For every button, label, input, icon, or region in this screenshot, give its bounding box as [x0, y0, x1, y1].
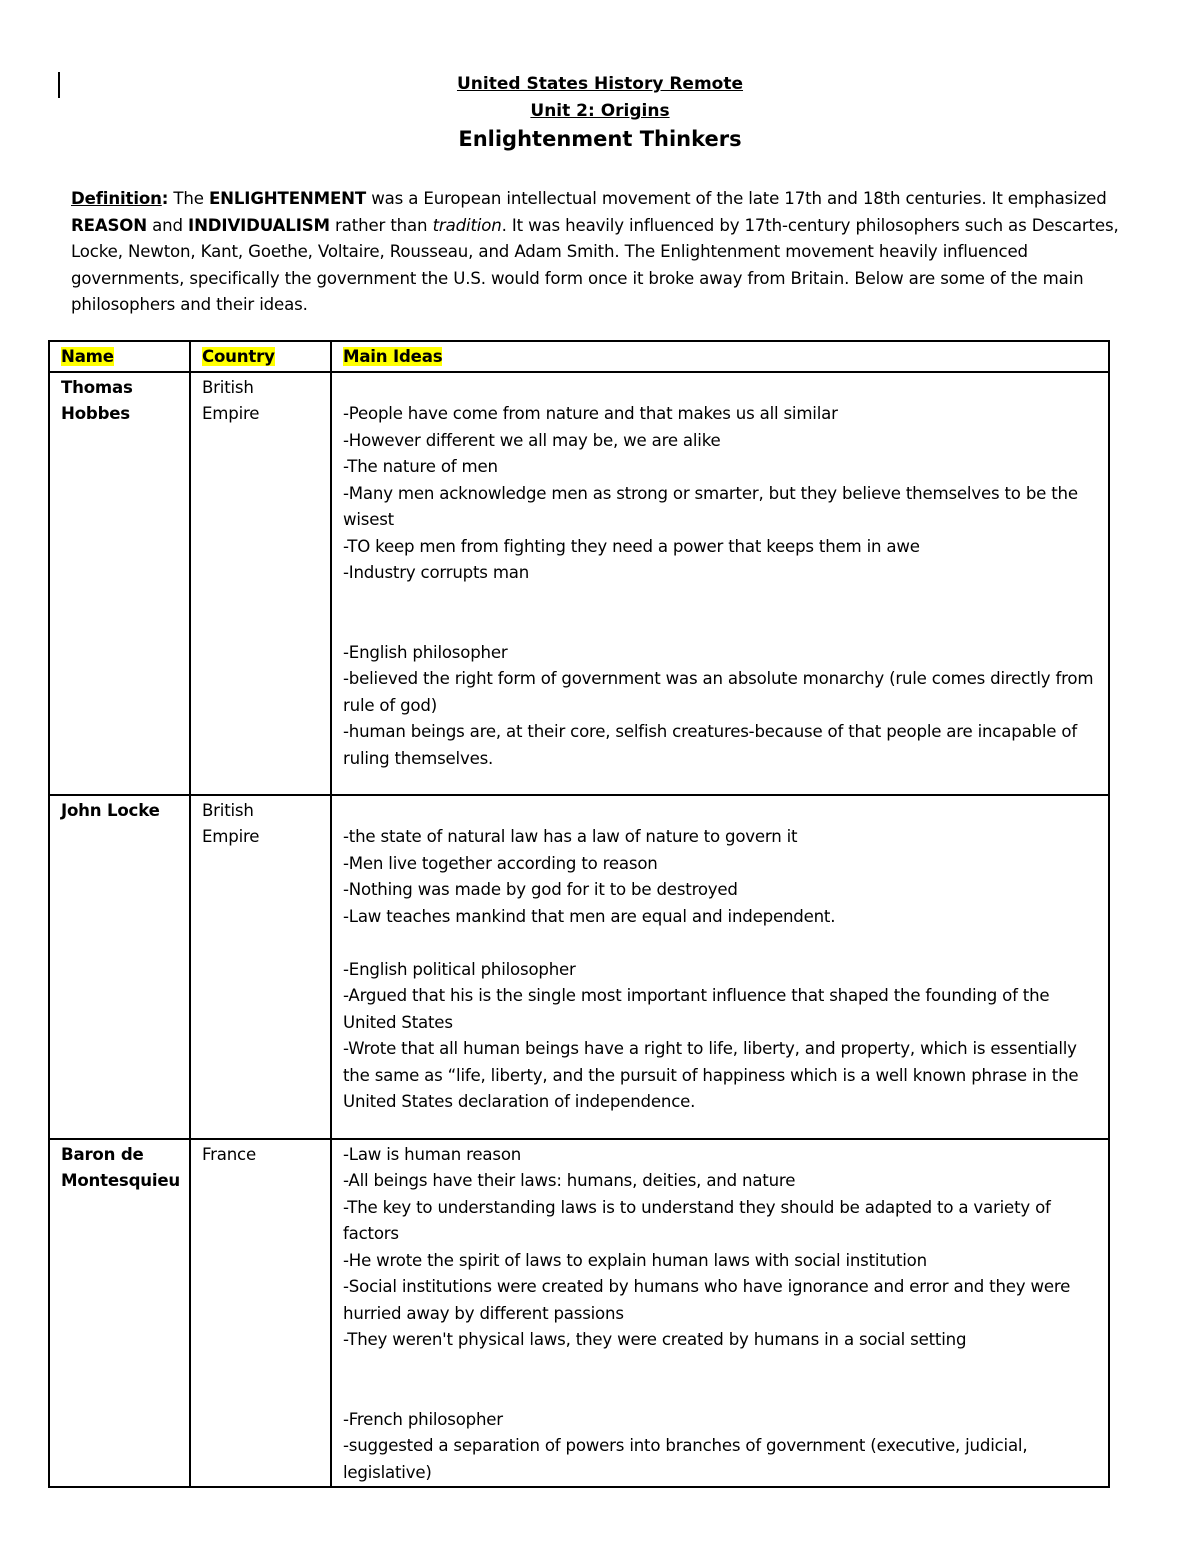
thinker-name: Thomas Hobbes: [49, 372, 190, 795]
idea-item: -Law is human reason: [343, 1144, 522, 1164]
thinker-country: British Empire: [190, 795, 331, 1139]
thinker-ideas: [331, 795, 1109, 1139]
idea-item: -English political philosopher: [343, 959, 576, 979]
table-row-locke: [49, 795, 1109, 1139]
idea-item: -Men live together according to reason: [343, 853, 658, 873]
idea-item: -French philosopher: [343, 1409, 503, 1429]
idea-item: -Nothing was made by god for it to be destroyed: [343, 880, 738, 899]
idea-item: -the state of natural law has a law of nature to govern it: [343, 827, 798, 846]
thinker-ideas: [331, 1139, 1109, 1488]
term-individualism: INDIVIDUALISM: [188, 215, 330, 235]
idea-item: -human beings are, at their core, selfish creatures-because of that people are incapable of ruling themselves.: [343, 722, 1077, 768]
definition-text: was a European intellectual movement of the late 17th and 18th centuries. It emphasized: [366, 189, 1107, 208]
header-main-ideas-label: Main Ideas: [343, 347, 443, 366]
table-header-row: [49, 341, 1109, 372]
idea-item: -suggested a separation of powers into branches of government (executive, judicial, legislative): [343, 1436, 1028, 1482]
header-name: [49, 341, 190, 372]
idea-item: -Law teaches mankind that men are equal and independent.: [343, 906, 836, 926]
idea-item: -People have come from nature and that makes us all similar: [343, 404, 838, 423]
term-tradition: tradition: [432, 215, 502, 235]
thinker-ideas: [331, 372, 1109, 795]
idea-item: -Many men acknowledge men as strong or smarter, but they believe themselves to be the wisest: [343, 483, 1078, 529]
term-enlightenment: ENLIGHTENMENT: [208, 189, 367, 208]
definition-colon: :: [161, 189, 169, 208]
term-reason: REASON: [71, 215, 148, 235]
idea-item: -believed the right form of government was an absolute monarchy (rule comes directly from rule of god): [343, 669, 1094, 715]
idea-item: -The key to understanding laws is to understand they should be adapted to a variety of factors: [343, 1197, 1051, 1243]
definition-text: rather than: [329, 215, 433, 235]
header-country: [190, 341, 331, 372]
idea-item: -Argued that his is the single most important influence that shaped the founding of the United States: [343, 986, 1050, 1032]
idea-item: -English philosopher: [343, 642, 508, 662]
idea-item: -However different we all may be, we are alike: [343, 430, 721, 450]
definition-label: Definition: [71, 189, 162, 208]
thinker-name: Baron de Montesquieu: [49, 1139, 190, 1488]
header-country-label: Country: [202, 347, 275, 366]
table-row-hobbes: [49, 372, 1109, 795]
idea-item: -They weren't physical laws, they were created by humans in a social setting: [343, 1330, 967, 1349]
idea-item: -He wrote the spirit of laws to explain human laws with social institution: [343, 1250, 927, 1270]
definition-paragraph: [71, 186, 1131, 319]
header-main-ideas: [331, 341, 1109, 372]
unit-title: Unit 2: Origins: [530, 101, 670, 121]
idea-item: -TO keep men from fighting they need a power that keeps them in awe: [343, 536, 920, 556]
header-name-label: Name: [61, 347, 114, 366]
idea-item: -Industry corrupts man: [343, 563, 530, 582]
definition-text: . It was heavily influenced by 17th-century philosophers such as Descartes, Locke, Newton, Kant, Goethe, Voltaire, Rousseau, and Adam Smith. The Enlightenment movement heavily influenced governments, specifically the government the U.S. would form once it broke away from Britain. Below are some of the main philosophers and their ideas.: [71, 215, 1119, 314]
course-title: United States History Remote: [456, 74, 744, 94]
thinker-country: France: [190, 1139, 331, 1488]
definition-text: The: [168, 189, 209, 208]
definition-text: and: [147, 215, 189, 235]
page-title: Enlightenment Thinkers: [458, 127, 742, 151]
idea-item: -The nature of men: [343, 457, 498, 476]
idea-item: -All beings have their laws: humans, deities, and nature: [343, 1171, 796, 1190]
thinkers-table: [48, 340, 1110, 1488]
idea-item: -Wrote that all human beings have a right to life, liberty, and property, which is essentially the same as “life, liberty, and the pursuit of happiness which is a well known phrase in the United States declaration of independence.: [343, 1039, 1079, 1111]
thinker-name: John Locke: [49, 795, 190, 1139]
thinker-country: British Empire: [190, 372, 331, 795]
table-row-montesquieu: [49, 1139, 1109, 1488]
idea-item: -Social institutions were created by humans who have ignorance and error and they were hurried away by different passions: [343, 1277, 1071, 1323]
